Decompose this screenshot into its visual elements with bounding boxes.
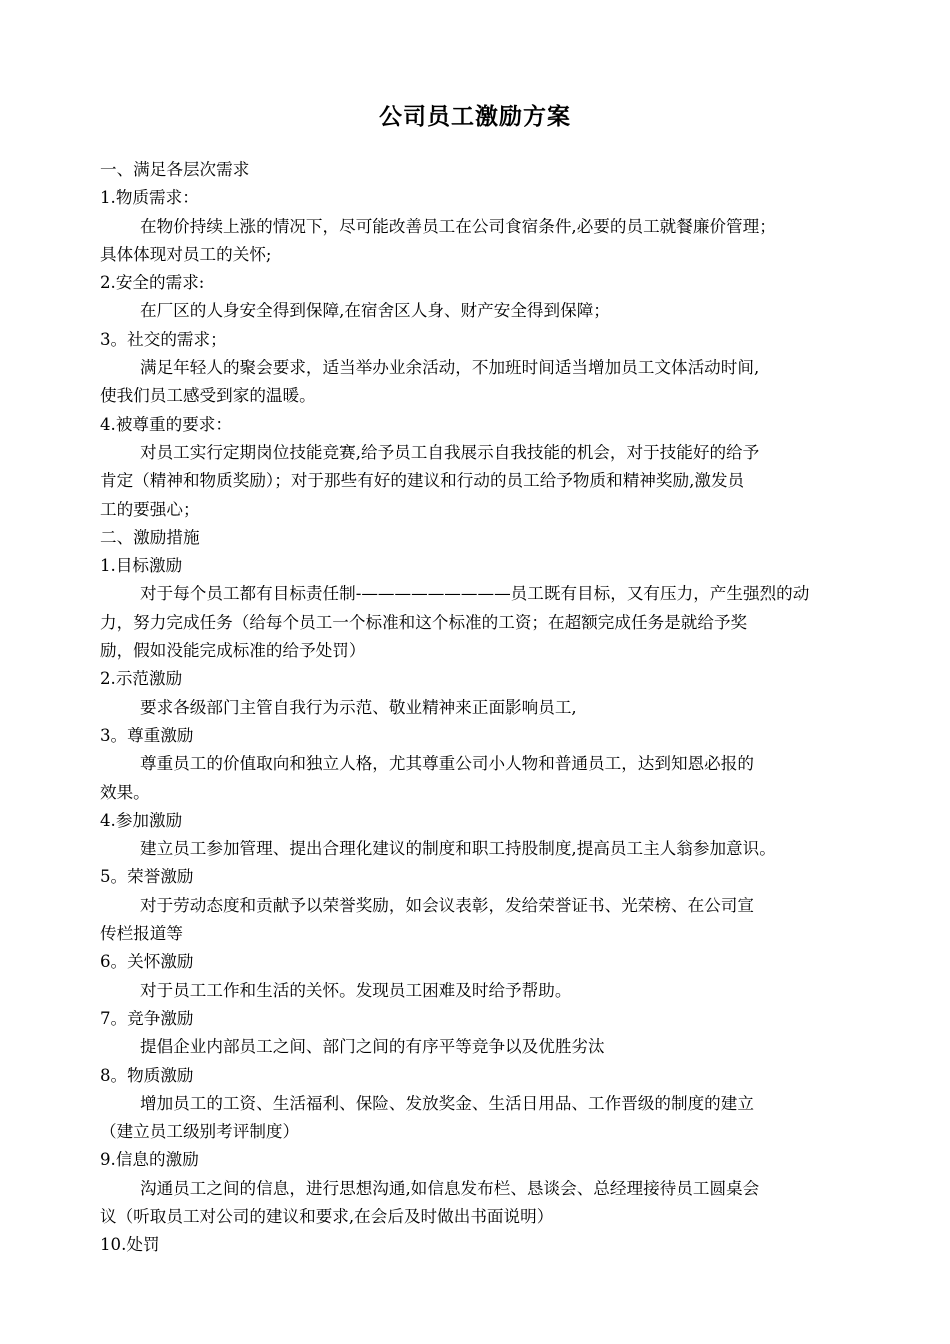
text-line: 效果。 <box>100 782 150 802</box>
text-line: （建立员工级别考评制度） <box>100 1122 300 1142</box>
text-line: 4.被尊重的要求： <box>100 414 232 434</box>
text-line: 在物价持续上涨的情况下，尽可能改善员工在公司食宿条件,必要的员工就餐廉价管理； <box>140 216 776 236</box>
text-line: 一、满足各层次需求 <box>100 160 250 179</box>
text-line: 满足年轻人的聚会要求，适当举办业余活动，不加班时间适当增加员工文体活动时间, <box>140 358 760 378</box>
text-line: 增加员工的工资、生活福利、保险、发放奖金、生活日用品、工作晋级的制度的建立 <box>140 1093 754 1113</box>
text-line: 4.参加激励 <box>100 810 183 830</box>
text-line: 尊重员工的价值取向和独立人格，尤其尊重公司小人物和普通员工，达到知恩必报的 <box>140 754 754 774</box>
document-title: 公司员工激励方案 <box>379 104 571 130</box>
text-line: 2.安全的需求: <box>100 273 205 293</box>
text-line: 1.物质需求： <box>100 188 199 208</box>
text-line: 8。物质激励 <box>100 1065 194 1085</box>
text-line: 对于劳动态度和贡献予以荣誉奖励，如会议表彰，发给荣誉证书、光荣榜、在公司宣 <box>140 895 754 915</box>
text-line: 肯定（精神和物质奖励）；对于那些有好的建议和行动的员工给予物质和精神奖励,激发员 <box>100 471 745 491</box>
text-line: 9.信息的激励 <box>100 1150 199 1170</box>
text-line: 工的要强心； <box>100 499 200 519</box>
text-line: 传栏报道等 <box>100 924 183 944</box>
text-line: 励，假如没能完成标准的给予处罚） <box>100 641 366 661</box>
text-line: 10.处罚 <box>100 1235 160 1255</box>
text-line: 对员工实行定期岗位技能竞赛,给予员工自我展示自我技能的机会，对于技能好的给予 <box>140 442 760 462</box>
text-line: 具体体现对员工的关怀; <box>100 244 272 264</box>
text-line: 6。关怀激励 <box>100 952 194 972</box>
text-line: 5。荣誉激励 <box>100 867 194 887</box>
text-line: 对于员工工作和生活的关怀。发现员工困难及时给予帮助。 <box>140 980 572 1000</box>
document-body <box>100 156 868 1260</box>
text-line: 3。社交的需求； <box>100 329 227 349</box>
text-line: 二、激励措施 <box>100 527 200 547</box>
text-line: 7。竞争激励 <box>100 1008 194 1028</box>
text-line: 对于每个员工都有目标责任制-—————————员工既有目标，又有压力，产生强烈的动 <box>140 584 810 604</box>
text-line: 提倡企业内部员工之间、部门之间的有序平等竞争以及优胜劣汰 <box>140 1037 605 1057</box>
text-line: 沟通员工之间的信息，进行思想沟通,如信息发布栏、恳谈会、总经理接待员工圆桌会 <box>140 1178 760 1198</box>
text-line: 力，努力完成任务（给每个员工一个标准和这个标准的工资；在超额完成任务是就给予奖 <box>100 612 748 632</box>
text-line: 使我们员工感受到家的温暖。 <box>100 386 316 406</box>
text-line: 3。尊重激励 <box>100 725 194 745</box>
text-line: 1.目标激励 <box>100 556 183 576</box>
text-line: 议（听取员工对公司的建议和要求,在会后及时做出书面说明） <box>100 1206 554 1226</box>
text-line: 建立员工参加管理、提出合理化建议的制度和职工持股制度,提高员工主人翁参加意识。 <box>140 839 776 859</box>
text-line: 在厂区的人身安全得到保障,在宿舍区人身、财产安全得到保障； <box>140 301 610 321</box>
text-line: 要求各级部门主管自我行为示范、敬业精神来正面影响员工, <box>140 697 577 717</box>
text-line: 2.示范激励 <box>100 669 183 689</box>
